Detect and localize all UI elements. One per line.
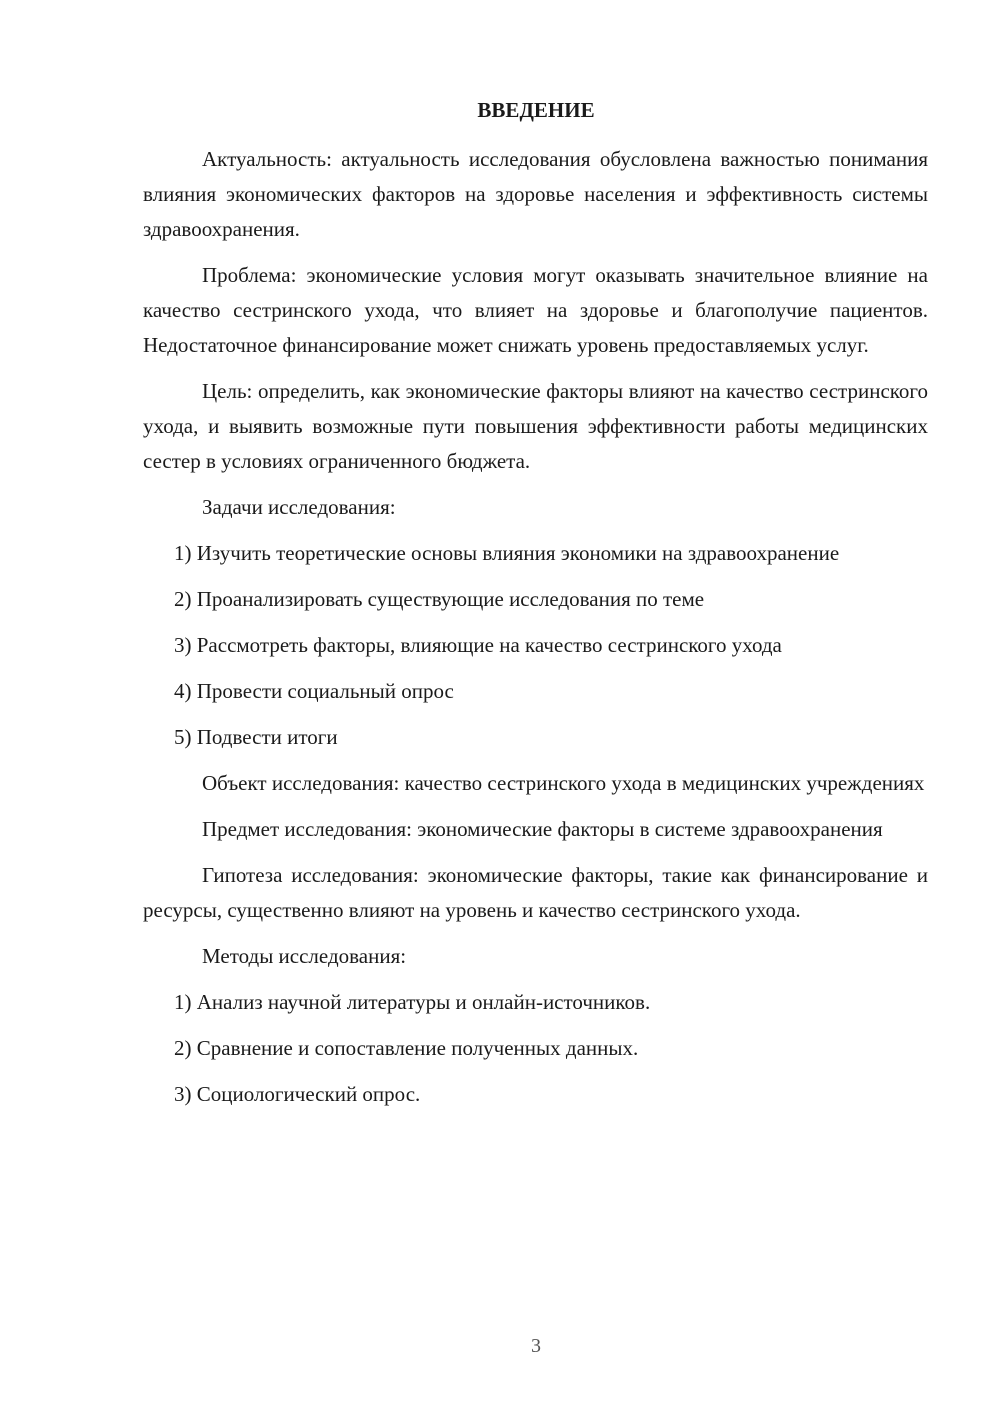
task-item: 3) Рассмотреть факторы, влияющие на качество сестринского ухода xyxy=(174,633,782,657)
task-item: 4) Провести социальный опрос xyxy=(174,679,454,703)
task-item: 2) Проанализировать существующие исследования по теме xyxy=(174,587,705,611)
method-item: 3) Социологический опрос. xyxy=(174,1082,421,1106)
paragraph-methods-heading: Методы исследования: xyxy=(202,944,407,968)
paragraph-problem: Проблема: экономические условия могут оказывать значительное влияние на качество сестринского ухода, что влияет на здоровье и благополучие пациентов. Недостаточное финансирование может снижать уровень предоставляемых услуг. xyxy=(143,263,928,357)
paragraph-tasks-heading: Задачи исследования: xyxy=(202,495,396,519)
page-number: 3 xyxy=(531,1335,541,1357)
paragraph-hypothesis: Гипотеза исследования: экономические факторы, такие как финансирование и ресурсы, существенно влияют на уровень и качество сестринского ухода. xyxy=(143,863,928,922)
paragraph-goal: Цель: определить, как экономические факторы влияют на качество сестринского ухода, и выявить возможные пути повышения эффективности работы медицинских сестер в условиях ограниченного бюджета. xyxy=(143,379,928,473)
task-item: 5) Подвести итоги xyxy=(174,725,338,749)
paragraph-subject: Предмет исследования: экономические факторы в системе здравоохранения xyxy=(202,817,883,841)
page-title: ВВЕДЕНИЕ xyxy=(477,98,595,122)
task-item: 1) Изучить теоретические основы влияния экономики на здравоохранение xyxy=(174,541,840,565)
method-item: 2) Сравнение и сопоставление полученных данных. xyxy=(174,1036,639,1060)
document-body xyxy=(143,142,928,1123)
paragraph-relevance: Актуальность: актуальность исследования обусловлена важностью понимания влияния экономических факторов на здоровье населения и эффективность системы здравоохранения. xyxy=(143,147,928,241)
method-item: 1) Анализ научной литературы и онлайн-источников. xyxy=(174,990,651,1014)
paragraph-object: Объект исследования: качество сестринского ухода в медицинских учреждениях xyxy=(202,771,925,795)
